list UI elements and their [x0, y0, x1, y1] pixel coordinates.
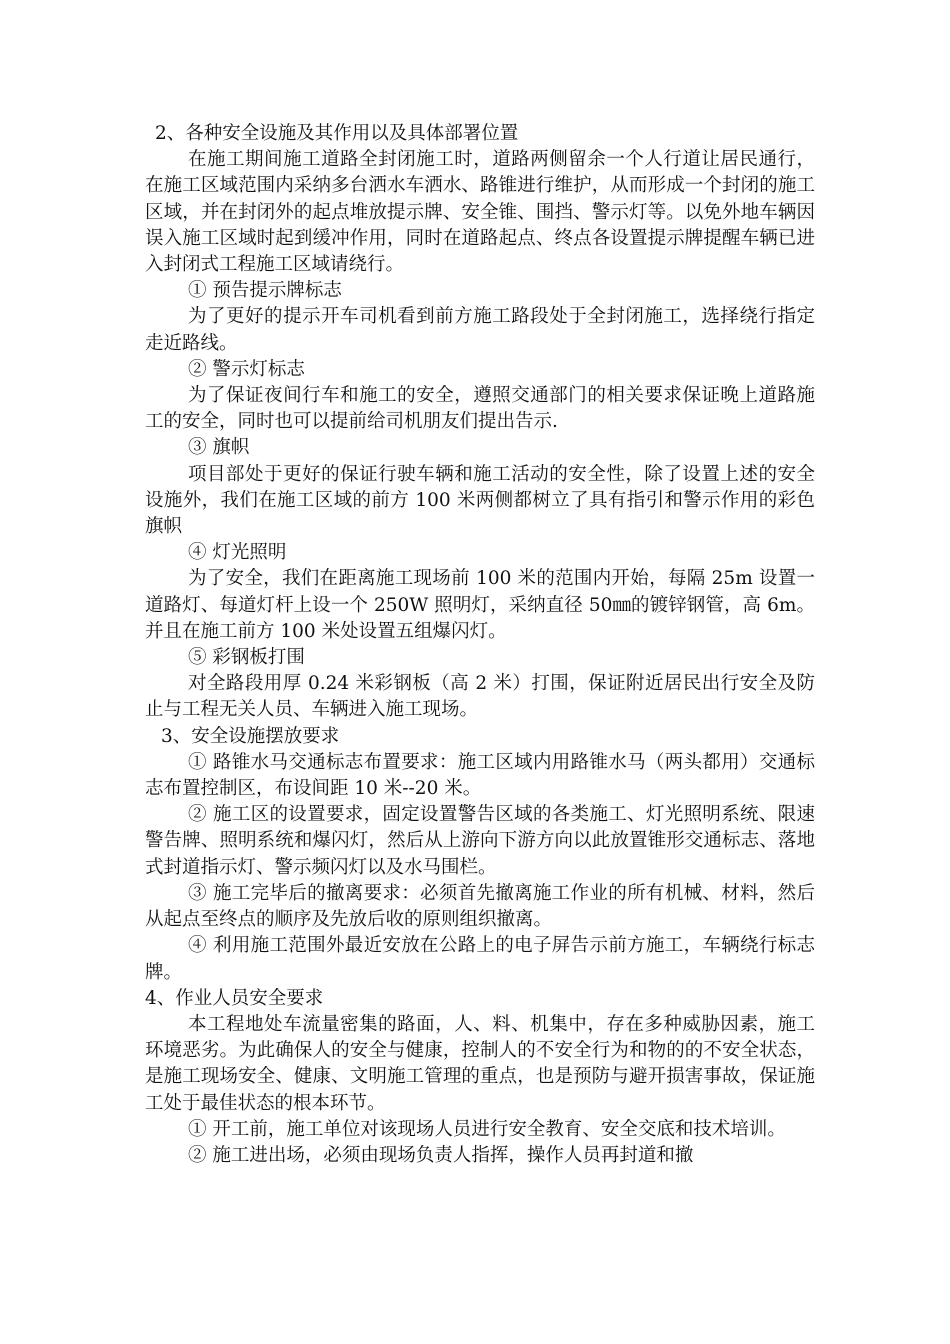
paragraph-warning-sign: 为了更好的提示开车司机看到前方施工路段处于全封闭施工，选择绕行指定走近路线。	[145, 306, 815, 354]
item-electronic-sign: ④ 利用施工范围外最近安放在公路上的电子屏告示前方施工，车辆绕行标志牌。	[145, 935, 815, 983]
subheading-flags: ③ 旗帜	[188, 437, 250, 459]
paragraph-worker-safety: 本工程地处车流量密集的路面，人、料、机集中，存在多种威胁因素，施工环境恶劣。为此确保人的安全与健康，控制人的不安全行为和物的的不安全状态，是施工现场安全、健康、文明施工管理的重点，也是预防与避开损害事故，保证施工处于最佳状态的根本环节。	[145, 1013, 815, 1114]
item-zone-setup: ② 施工区的设置要求，固定设置警告区域的各类施工、灯光照明系统、限速警告牌、照明系统和爆闪灯，然后从上游向下游方向以此放置锥形交通标志、落地式封道指示灯、警示频闪灯以及水马围栏。	[145, 804, 815, 878]
heading-section-2: 2、各种安全设施及其作用以及具体部署位置	[155, 123, 519, 144]
subheading-warning-light: ② 警示灯标志	[188, 358, 305, 380]
subheading-steel-fence: ⑤ 彩钢板打围	[188, 647, 305, 669]
item-pre-work-training: ① 开工前，施工单位对该现场人员进行安全教育、安全交底和技术培训。	[188, 1118, 786, 1140]
heading-section-3: 3、安全设施摆放要求	[161, 725, 340, 747]
paragraph-steel-fence: 对全路段用厚 0.24 米彩钢板（高 2 米）打围，保证附近居民出行安全及防止与工程无关人员、车辆进入施工现场。	[145, 673, 815, 721]
document-page	[145, 121, 815, 1169]
paragraph-closure-overview: 在施工期间施工道路全封闭施工时，道路两侧留余一个人行道让居民通行，在施工区域范围内采纳多台洒水车洒水、路锥进行维护，从而形成一个封闭的施工区域，并在封闭外的起点堆放提示牌、安全锥、围挡、警示灯等。以免外地车辆因误入施工区域时起到缓冲作用，同时在道路起点、终点各设置提示牌提醒车辆已进入封闭式工程施工区域请绕行。	[145, 149, 815, 276]
paragraph-lighting: 为了安全，我们在距离施工现场前 100 米的范围内开始，每隔 25m 设置一道路灯、每道灯杆上设一个 250W 照明灯，采纳直径 50㎜的镀锌钢管，高 6m。并且在施工前方 100 米处设置五组爆闪灯。	[145, 568, 815, 642]
paragraph-flags: 项目部处于更好的保证行驶车辆和施工活动的安全性，除了设置上述的安全设施外，我们在施工区域的前方 100 米两侧都树立了具有指引和警示作用的彩色旗帜	[145, 463, 815, 538]
subheading-warning-sign: ① 预告提示牌标志	[188, 280, 342, 302]
paragraph-warning-light: 为了保证夜间行车和施工的安全，遵照交通部门的相关要求保证晚上道路施工的安全，同时也可以提前给司机朋友们提出告示.	[145, 385, 815, 433]
item-withdrawal: ③ 施工完毕后的撤离要求：必须首先撤离施工作业的所有机械、材料，然后从起点至终点的顺序及先放后收的原则组织撤离。	[145, 882, 815, 931]
item-cone-layout: ① 路锥水马交通标志布置要求：施工区域内用路锥水马（两头都用）交通标志布置控制区，布设间距 10 米--20 米。	[145, 751, 815, 800]
heading-section-4: 4、作业人员安全要求	[145, 987, 324, 1009]
item-site-entry: ② 施工进出场，必须由现场负责人指挥，操作人员再封道和撤	[188, 1144, 694, 1166]
subheading-lighting: ④ 灯光照明	[188, 542, 287, 564]
